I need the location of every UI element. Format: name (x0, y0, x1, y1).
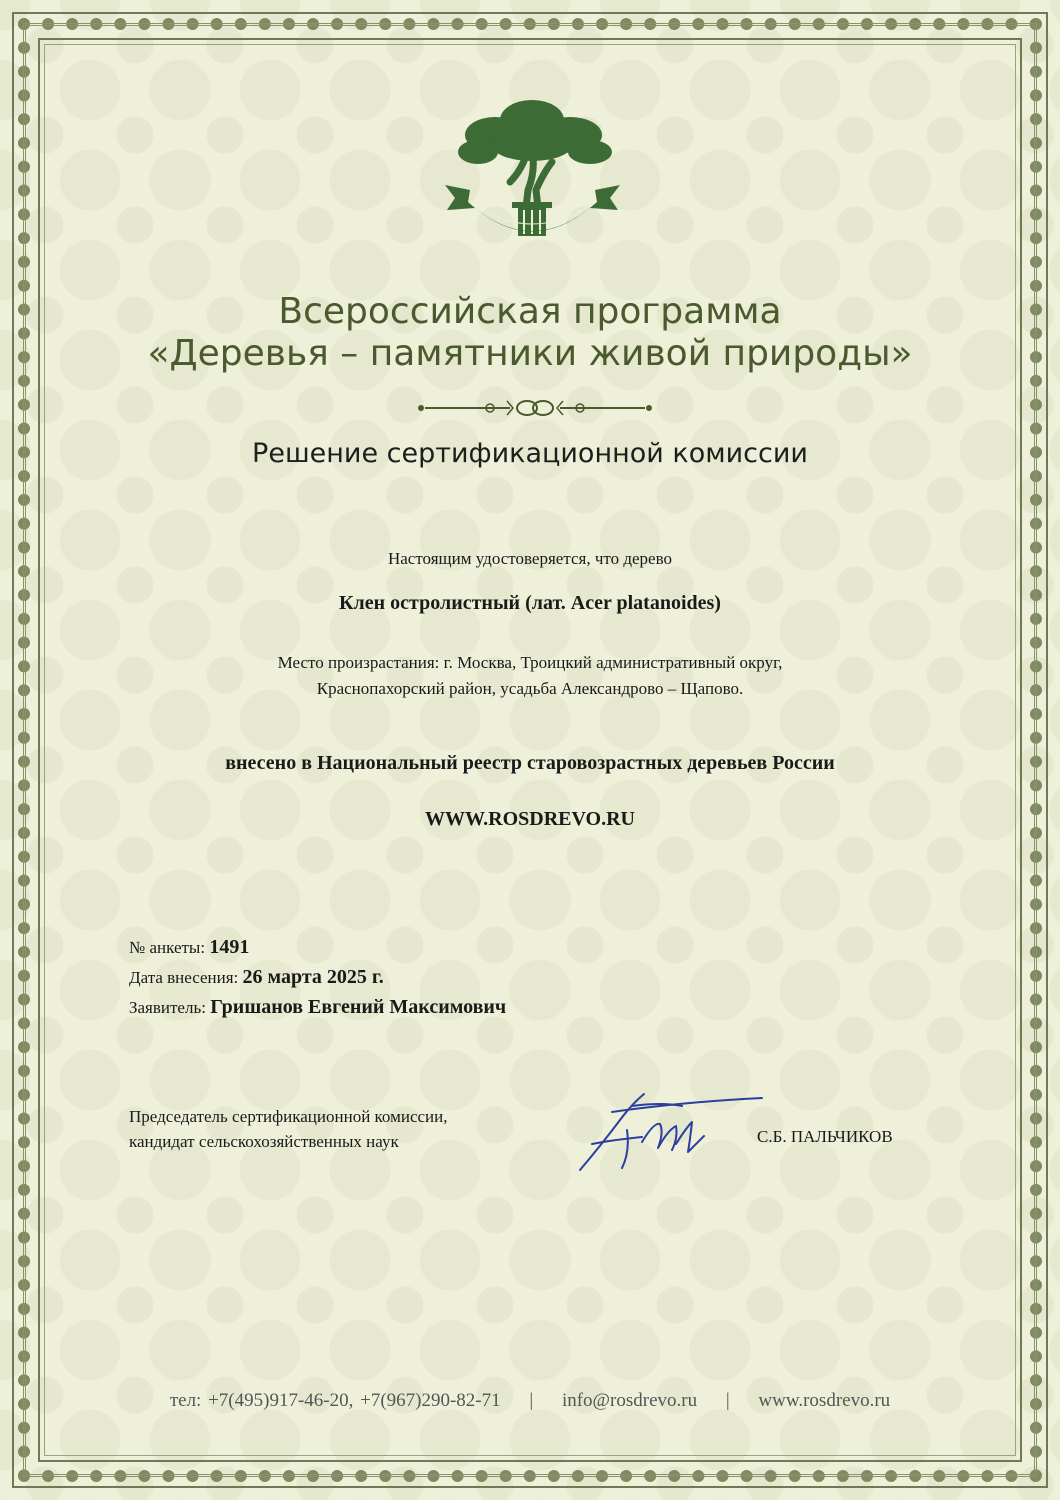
growth-place-line1: Место произрастания: г. Москва, Троицкий административный округ, (277, 653, 783, 672)
ornament-divider-icon (415, 396, 655, 420)
applicant-row (129, 996, 506, 1019)
applicant-value: Гришанов Евгений Максимович (210, 996, 507, 1018)
date-label: Дата внесения: (129, 968, 239, 987)
handwritten-signature-icon (572, 1082, 767, 1177)
program-title-line2: «Деревья – памятники живой природы» (147, 333, 913, 374)
date-value: 26 марта 2025 г. (242, 966, 384, 988)
program-title-line1: Всероссийская программа (278, 291, 782, 332)
chairman-position (129, 1104, 448, 1154)
tree-on-column-logo-icon (440, 90, 625, 250)
chairman-position-line2: кандидат сельскохозяйственных наук (129, 1132, 399, 1151)
commission-decision-heading: Решение сертификационной комиссии (252, 438, 808, 469)
applicant-label: Заявитель: (129, 998, 206, 1017)
footer-phones: тел: +7(495)917-46-20, +7(967)290-82-71 (169, 1390, 501, 1411)
growth-place (60, 650, 1000, 702)
certify-text: Настоящим удостоверяется, что дерево (387, 549, 672, 568)
tree-name: Клен остролистный (лат. Acer platanoides) (339, 592, 721, 614)
form-number-label: № анкеты: (129, 938, 206, 957)
growth-place-line2: Краснопахорский район, усадьба Александрово – Щапово. (316, 679, 744, 698)
chairman-name: С.Б. ПАЛЬЧИКОВ (757, 1127, 893, 1146)
form-number-value: 1491 (209, 936, 250, 958)
form-number-row (129, 936, 249, 959)
footer-contacts (60, 1390, 1000, 1412)
footer-email[interactable]: info@rosdrevo.ru (561, 1390, 698, 1411)
date-row (129, 966, 384, 989)
website-heading: WWW.ROSDREVO.RU (425, 808, 635, 830)
border-inner-line (44, 44, 1016, 1456)
footer-separator: | (529, 1390, 534, 1411)
footer-site[interactable]: www.rosdrevo.ru (758, 1390, 891, 1411)
chairman-position-line1: Председатель сертификационной комиссии, (129, 1107, 448, 1126)
footer-separator: | (725, 1390, 730, 1411)
registry-statement: внесено в Национальный реестр старовозрастных деревьев России (225, 752, 835, 774)
